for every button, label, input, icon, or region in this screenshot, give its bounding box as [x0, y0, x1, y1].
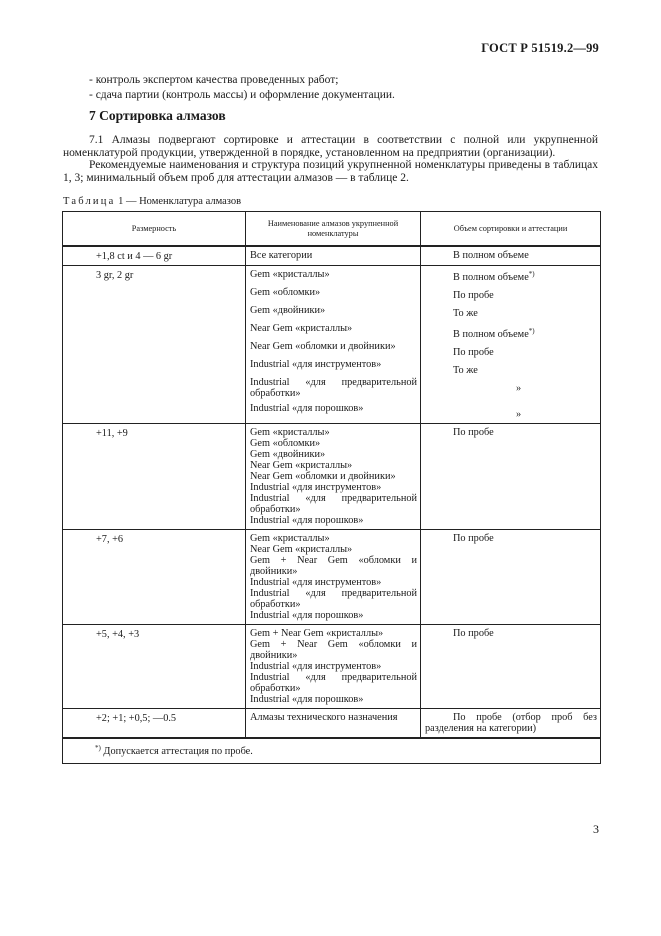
volume-item: По пробе — [453, 289, 494, 301]
header-volume: Объем сортировки и аттестации — [421, 212, 601, 247]
name-item: Industrial «для инструментов» — [250, 481, 382, 493]
name-item: Industrial «для порошков» — [250, 514, 364, 526]
name-item: Gem «кристаллы» — [250, 268, 330, 280]
footnote-mark: *) — [528, 269, 535, 278]
name-item: Near Gem «кристаллы» — [250, 459, 353, 471]
name-item: Gem «двойники» — [250, 448, 326, 460]
name-item: Industrial «для инструментов» — [250, 660, 382, 672]
cell-size: +11, +9 — [63, 423, 246, 529]
cell-volumes — [421, 265, 601, 423]
table-footnote — [63, 738, 601, 764]
cell-size: +1,8 ct и 4 — 6 gr — [63, 246, 246, 265]
section-title: 7 Сортировка алмазов — [89, 108, 226, 123]
volume-item: » — [516, 408, 522, 420]
name-item: Gem «двойники» — [250, 304, 326, 316]
document-code: ГОСТ Р 51519.2—99 — [481, 41, 599, 55]
cell-size: 3 gr, 2 gr — [63, 265, 246, 423]
name-item: Gem + Near Gem «кристаллы» — [250, 627, 384, 639]
name-item: Gem + Near Gem «обломки и двойники» — [250, 638, 417, 661]
table-row — [63, 265, 601, 423]
volume-item: » — [516, 382, 522, 394]
name-item: Industrial «для предварительной обработки» — [250, 492, 417, 515]
cell-volume: По пробе — [421, 423, 601, 529]
footnote-mark: *) — [528, 326, 535, 335]
table-footnote-row — [63, 738, 601, 764]
name-item: Industrial «для предварительной обработки» — [250, 587, 417, 610]
volume-item — [453, 326, 597, 340]
footnote-mark: *) — [95, 743, 101, 752]
page-number: 3 — [593, 822, 599, 836]
name-item: Near Gem «кристаллы» — [250, 322, 353, 334]
volume-text: В полном объеме — [453, 271, 529, 283]
name-item: Gem «обломки» — [250, 437, 321, 449]
name-item: Gem «кристаллы» — [250, 426, 330, 438]
bullet-list — [89, 73, 395, 102]
name-item: Industrial «для инструментов» — [250, 576, 382, 588]
name-item: Gem «обломки» — [250, 286, 321, 298]
name-item: Gem + Near Gem «обломки и двойники» — [250, 554, 417, 577]
table-caption-title: 1 — Номенклатура алмазов — [115, 196, 242, 207]
table-caption-prefix: Таблица — [63, 196, 116, 207]
table-row — [63, 624, 601, 708]
name-item: Industrial «для предварительной обработки» — [250, 671, 417, 694]
cell-name: Алмазы технического назначения — [246, 708, 421, 738]
volume-item: То же — [453, 307, 478, 319]
name-item: Industrial «для порошков» — [250, 693, 364, 705]
volume-item — [453, 269, 597, 283]
table-caption — [63, 196, 241, 207]
cell-names — [246, 265, 421, 423]
cell-volume: В полном объеме — [421, 246, 601, 265]
header-size: Размерность — [63, 212, 246, 247]
cell-names — [246, 423, 421, 529]
header-name: Наименование алмазов укрупненной номенклатуры — [246, 212, 421, 247]
cell-size: +5, +4, +3 — [63, 624, 246, 708]
footnote-text: Допускается аттестация по пробе. — [100, 745, 253, 757]
volume-item: То же — [453, 364, 478, 376]
table-row — [63, 529, 601, 624]
table-header-row — [63, 212, 601, 247]
name-item: Industrial «для инструментов» — [250, 358, 382, 370]
name-item: Near Gem «кристаллы» — [250, 543, 353, 555]
bullet-item: - сдача партии (контроль массы) и оформление документации. — [89, 88, 395, 101]
name-item: Gem «кристаллы» — [250, 532, 330, 544]
paragraph-recommendations: Рекомендуемые наименования и структура позиций укрупненной номенклатуры приведены в таблицах 1, 3; минимальный объем проб для аттестации алмазов — в таблице 2. — [63, 159, 598, 184]
cell-volume: По пробе — [421, 624, 601, 708]
cell-name: Все категории — [246, 246, 421, 265]
name-item: Near Gem «обломки и двойники» — [250, 340, 396, 352]
table-row — [63, 423, 601, 529]
name-item: Near Gem «обломки и двойники» — [250, 470, 396, 482]
cell-volume: По пробе — [421, 529, 601, 624]
table-row — [63, 708, 601, 738]
cell-size: +2; +1; +0,5; —0.5 — [63, 708, 246, 738]
paragraph-7-1: 7.1 Алмазы подвергают сортировке и аттестации в соответствии с полной или укрупненной номенклатурой продукции, утвержденной в порядке, установленном на предприятии (организации). — [63, 134, 598, 159]
volume-item: По пробе — [453, 346, 494, 358]
volume-text: В полном объеме — [453, 328, 529, 340]
cell-volume: По пробе (отбор проб без разделения на категории) — [421, 708, 601, 738]
name-item: Industrial «для порошков» — [250, 402, 364, 414]
cell-names — [246, 624, 421, 708]
bullet-item: - контроль экспертом качества проведенных работ; — [89, 74, 339, 86]
cell-names — [246, 529, 421, 624]
nomenclature-table — [62, 211, 601, 764]
name-item: Industrial «для порошков» — [250, 609, 364, 621]
cell-size: +7, +6 — [63, 529, 246, 624]
name-item: Industrial «для предварительной обработки» — [250, 376, 417, 399]
table-row — [63, 246, 601, 265]
